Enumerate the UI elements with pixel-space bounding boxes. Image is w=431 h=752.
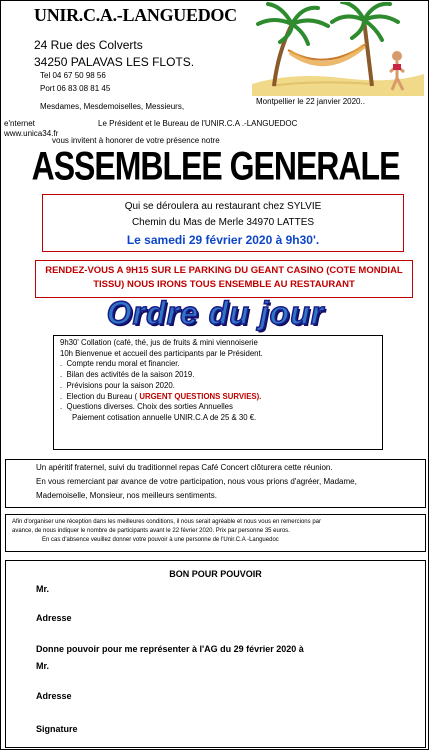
venue-restaurant: Qui se déroulera au restaurant chez SYLVIE bbox=[124, 201, 322, 212]
agenda-item: . Bilan des activités de la saison 2019. bbox=[60, 370, 195, 380]
phone-port: Port 06 83 08 81 45 bbox=[40, 84, 111, 93]
notice-line2: avance, de nous indiquer le nombre de participants avant le 22 février 2020. Prix par personne 35 euros. bbox=[12, 528, 290, 534]
proxy-form bbox=[5, 560, 426, 748]
proxy-signature[interactable]: Signature bbox=[36, 724, 78, 734]
meeting-note: RENDEZ-VOUS A 9H15 SUR LE PARKING DU GEANT CASINO (COTE MONDIAL TISSU) NOUS IRONS TOUS ENSEMBLE AU RESTAURANT bbox=[35, 260, 413, 298]
agenda-item: . Compte rendu moral et financier. bbox=[60, 359, 180, 369]
address-street: 24 Rue des Colverts bbox=[34, 38, 143, 52]
proxy-adresse-2[interactable]: Adresse bbox=[36, 691, 72, 701]
notice-line3: En cas d'absence veuillez donner votre pouvoir à une personne de l'Unir.C.A -Languedoc bbox=[42, 537, 279, 543]
venue-address: Chemin du Mas de Merle 34970 LATTES bbox=[131, 217, 315, 228]
agenda-election: . Election du Bureau ( URGENT QUESTIONS SURVIES). bbox=[60, 391, 262, 401]
org-name: UNIR.C.A.-LANGUEDOC bbox=[34, 5, 237, 25]
closing-box bbox=[5, 459, 426, 508]
proxy-adresse-1[interactable]: Adresse bbox=[36, 613, 72, 623]
phone-tel: Tel 04 67 50 98 56 bbox=[40, 71, 106, 80]
agenda-collation: 9h30' Collation (café, thé, jus de fruits & mini viennoiserie bbox=[60, 338, 258, 347]
proxy-title: BON POUR POUVOIR bbox=[169, 569, 262, 579]
beach-illustration bbox=[252, 2, 424, 96]
proxy-mr-1[interactable]: Mr. bbox=[36, 584, 50, 594]
notice-line1: Afin d'organiser une réception dans les meilleures conditions, il nous serait agréable et nous vous en remercions par bbox=[12, 519, 321, 525]
invite-line: vous invitent à honorer de votre présence notre bbox=[52, 136, 220, 145]
proxy-mr-2[interactable]: Mr. bbox=[36, 661, 50, 671]
agenda-welcome: 10h Bienvenue et accueil des participants par le Président. bbox=[60, 348, 263, 358]
notice-box bbox=[5, 514, 426, 552]
closing-line3: Mademoiselle, Monsieur, nos meilleurs sentiments. bbox=[36, 491, 217, 500]
closing-line1: Un apéritif fraternel, suivi du traditionnel repas Café Concert clôturera cette réunion. bbox=[36, 463, 333, 472]
venue-box bbox=[42, 194, 404, 252]
agenda-questions: . Questions diverses. Choix des sorties Annuelles bbox=[60, 402, 233, 412]
agenda-heading: Ordre du jour bbox=[106, 295, 325, 331]
website-link[interactable]: www.unica34.fr bbox=[4, 129, 59, 138]
venue-date: Le samedi 29 février 2020 à 9h30'. bbox=[126, 233, 320, 247]
proxy-donne-pouvoir: Donne pouvoir pour me représenter à l'AG du 29 février 2020 à bbox=[36, 644, 304, 654]
address-city: 34250 PALAVAS LES FLOTS. bbox=[34, 55, 195, 69]
urgent-note: URGENT QUESTIONS SURVIES). bbox=[139, 391, 262, 401]
president-line: Le Président et le Bureau de l'UNIR.C.A .-LANGUEDOC bbox=[98, 119, 298, 128]
agenda-payment: Paiement cotisation annuelle UNIR.C.A de 25 & 30 €. bbox=[72, 412, 257, 422]
agenda-box bbox=[53, 335, 383, 450]
salutation: Mesdames, Mesdemoiselles, Messieurs, bbox=[40, 102, 185, 111]
date-place: Montpellier le 22 janvier 2020.. bbox=[256, 97, 365, 106]
closing-line2: En vous remerciant par avance de votre participation, nous vous prions d'agréer, Madame, bbox=[36, 477, 357, 486]
internet-label: e'nternet bbox=[4, 119, 35, 128]
assembly-title: ASSEMBLEE GENERALE bbox=[31, 143, 400, 188]
agenda-item: . Prévisions pour la saison 2020. bbox=[60, 380, 175, 390]
